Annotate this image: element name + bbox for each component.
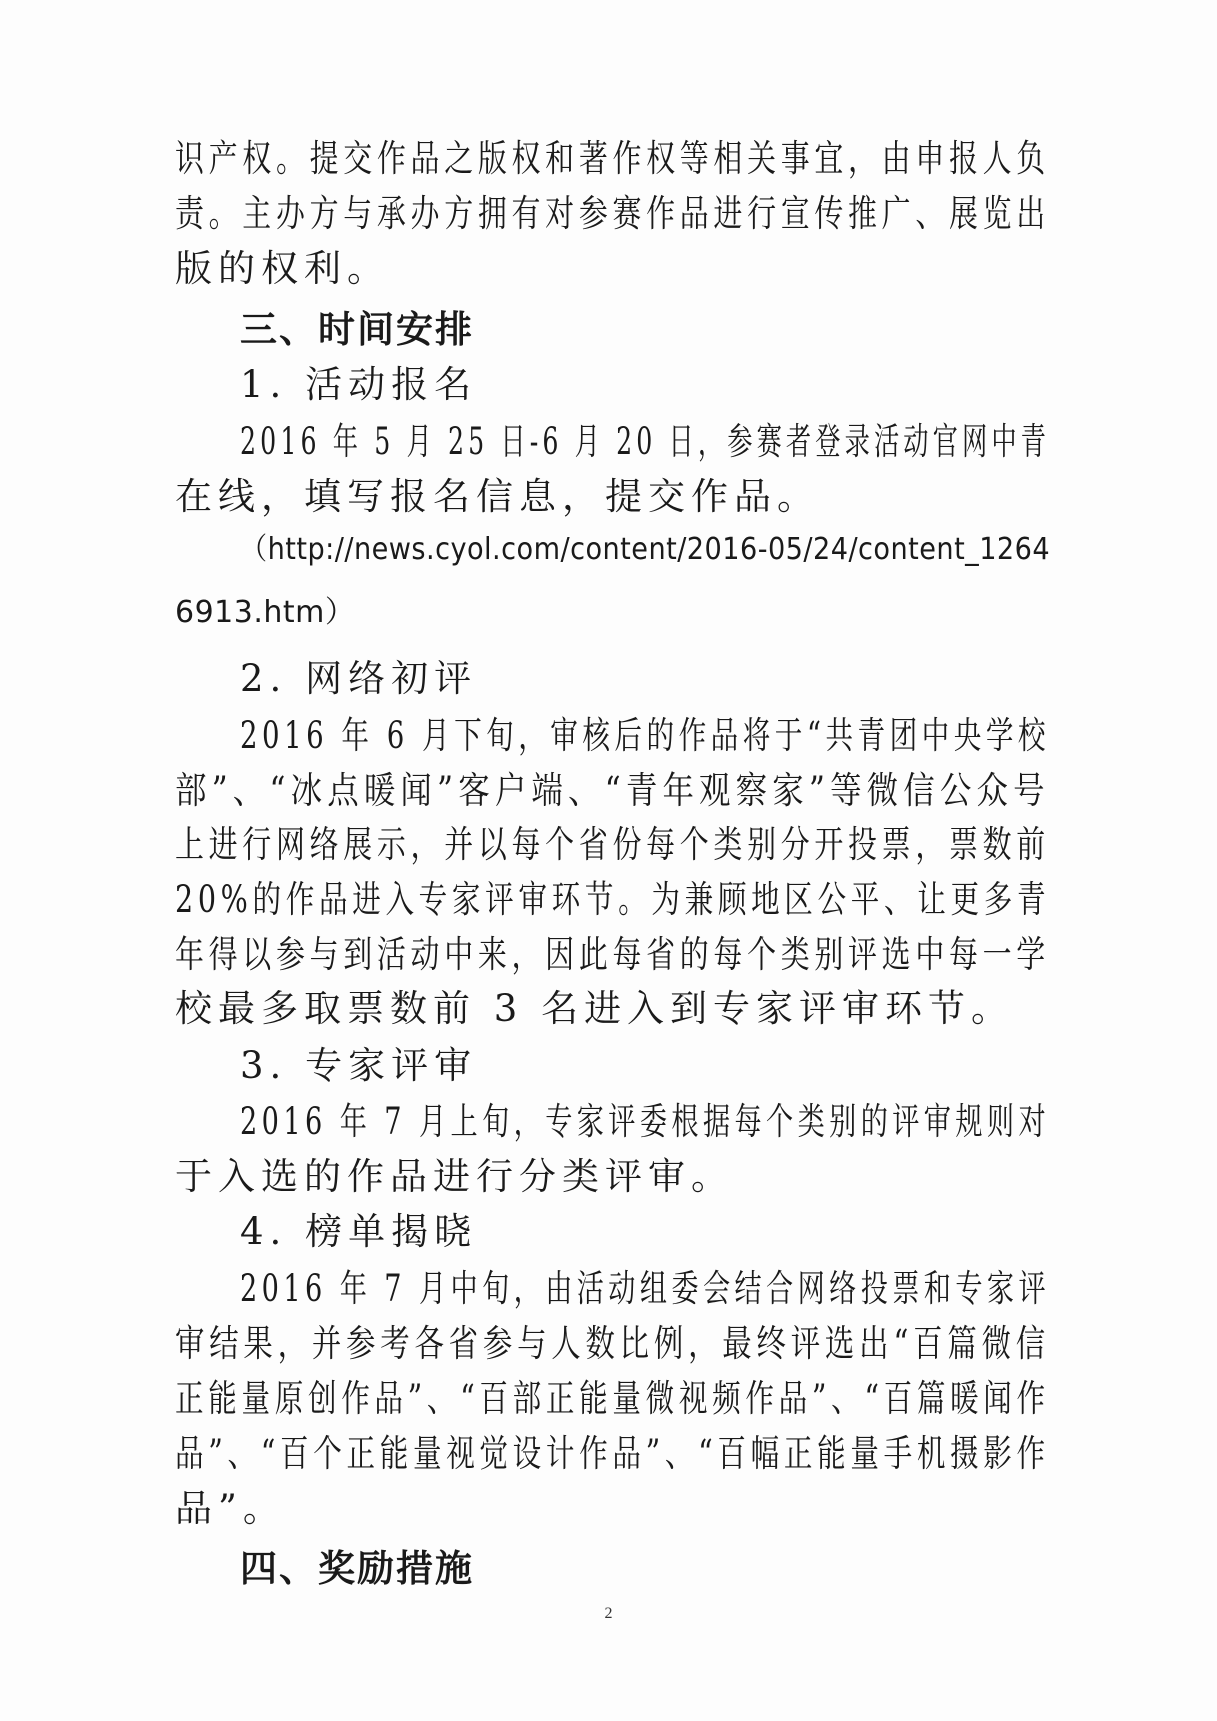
url-line: 6913.htm） (175, 595, 356, 630)
paragraph-line: 部”、“冰点暖闻”客户端、“青年观察家”等微信公众号 (175, 769, 1050, 812)
subsection-heading: 1. 活动报名 (240, 363, 478, 406)
paragraph-line: 识产权。提交作品之版权和著作权等相关事宜，由申报人负 (175, 137, 1050, 180)
page-number: 2 (604, 1605, 613, 1622)
paragraph-line: 2016 年 6 月下旬，审核后的作品将于“共青团中央学校 (240, 714, 1050, 757)
paragraph-line: 品”、“百个正能量视觉设计作品”、“百幅正能量手机摄影作 (175, 1432, 1050, 1475)
section-heading: 四、奖励措施 (240, 1547, 474, 1590)
paragraph-line: 年得以参与到活动中来，因此每省的每个类别评选中每一学 (175, 933, 1050, 976)
paragraph-line: 于入选的作品进行分类评审。 (175, 1155, 734, 1198)
paragraph-line: 责。主办方与承办方拥有对参赛作品进行宣传推广、展览出 (175, 192, 1050, 235)
paragraph-line: 上进行网络展示，并以每个省份每个类别分开投票，票数前 (175, 823, 1050, 866)
subsection-heading: 2. 网络初评 (240, 657, 478, 700)
paragraph-line: 版的权利。 (175, 247, 390, 290)
paragraph-line: 20%的作品进入专家评审环节。为兼顾地区公平、让更多青 (175, 878, 1051, 921)
url-line: （http://news.cyol.com/content/2016-05/24/content_1264 (240, 532, 1051, 567)
paragraph-line: 品”。 (175, 1487, 286, 1530)
subsection-heading: 3. 专家评审 (240, 1044, 478, 1087)
paragraph-line: 2016 年 5 月 25 日-6 月 20 日，参赛者登录活动官网中青 (240, 420, 1051, 463)
section-heading: 三、时间安排 (240, 308, 474, 351)
paragraph-line: 在线，填写报名信息，提交作品。 (175, 475, 820, 518)
subsection-heading: 4. 榜单揭晓 (240, 1210, 478, 1253)
paragraph-line: 审结果，并参考各省参与人数比例，最终评选出“百篇微信 (175, 1322, 1050, 1365)
paragraph-line: 2016 年 7 月上旬，专家评委根据每个类别的评审规则对 (240, 1100, 1051, 1143)
paragraph-line: 2016 年 7 月中旬，由活动组委会结合网络投票和专家评 (240, 1267, 1051, 1310)
paragraph-line: 校最多取票数前 3 名进入到专家评审环节。 (175, 987, 1015, 1030)
paragraph-line: 正能量原创作品”、“百部正能量微视频作品”、“百篇暖闻作 (175, 1377, 1050, 1420)
